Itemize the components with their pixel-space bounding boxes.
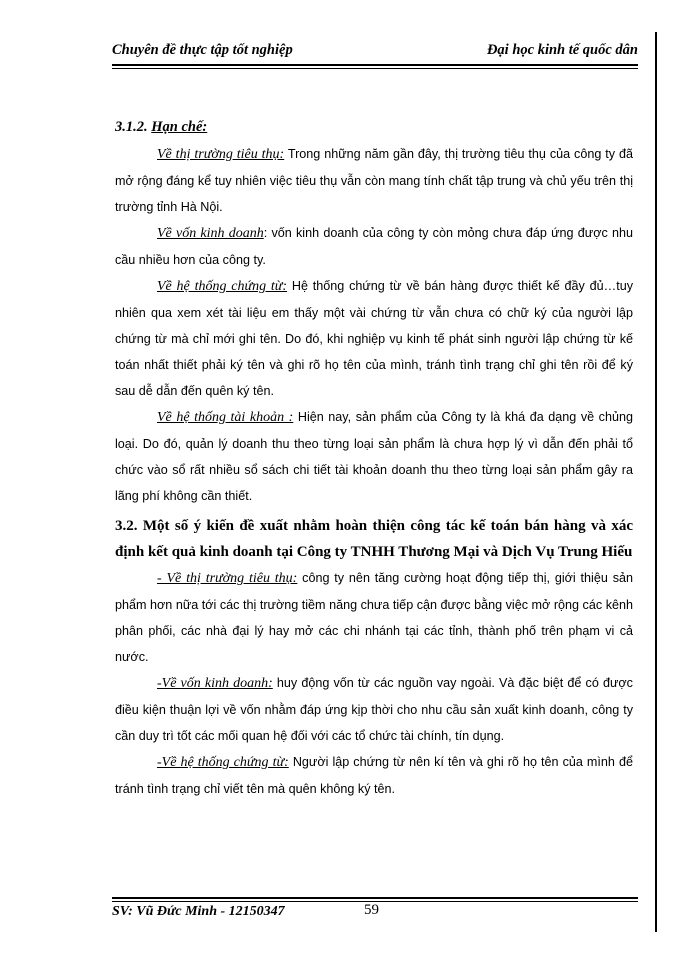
- page-number: 59: [364, 902, 379, 918]
- paragraph-label: Về hệ thống tài khoản :: [157, 410, 294, 425]
- paragraph-label: -Về hệ thống chứng từ:: [157, 755, 289, 770]
- proposal-vouchers-paragraph: [115, 749, 633, 802]
- section-312-title: Hạn chế:: [151, 119, 208, 135]
- paragraph-label: Về thị trường tiêu thụ:: [157, 147, 285, 162]
- section-32-heading: 3.2. Một số ý kiến đề xuất nhằm hoàn thiện công tác kế toán bán hàng và xác định kết quả kinh doanh tại Công ty TNHH Thương Mại và Dịch Vụ Trung Hiếu: [115, 518, 633, 560]
- paragraph-text: : vốn kinh doanh của công ty còn mỏng chưa đáp ứng được nhu cầu nhiều hơn của công ty.: [115, 226, 633, 267]
- paragraph-label: - Về thị trường tiêu thụ:: [157, 571, 298, 586]
- section-312-heading: [115, 115, 633, 139]
- footer-author: SV: Vũ Đức Minh - 12150347: [112, 904, 285, 919]
- proposal-market-paragraph: [115, 565, 633, 670]
- limitation-vouchers-paragraph: [115, 273, 633, 404]
- header-university: Đại học kinh tế quốc dân: [486, 42, 638, 58]
- paragraph-text: công ty nên tăng cường hoạt động tiếp thị, giới thiệu sản phẩm hơn nữa tới các thị trường tiềm năng chưa tiếp cận được bằng việc mở rộng các kênh phân phối, các nhà đại lý hay mở các chi nhánh tại các tỉnh, thành phố trên phạm vi cả nước.: [115, 571, 633, 664]
- limitation-accounts-paragraph: [115, 404, 633, 509]
- paragraph-text: huy động vốn từ các nguồn vay ngoài. Và đặc biệt để có được điều kiện thuận lợi về vốn nhằm đáp ứng kịp thời cho nhu cầu sản xuất kinh doanh, công ty cần duy trì tốt các mối quan hệ đối với các tổ chức tài chính, tín dụng.: [115, 676, 633, 743]
- paragraph-text: Hệ thống chứng từ về bán hàng được thiết kế đầy đủ…tuy nhiên qua xem xét tài liệu em thấy một vài chứng từ vẫn chưa có chữ ký của người lập chứng từ mà chỉ mới ghi tên. Do đó, khi nghiệp vụ kinh tế phát sinh người lập chứng từ kế toán nhất thiết phải ký tên và ghi rõ họ tên của mình, tránh tình trạng chỉ ghi tên rồi để ký sau dễ dẫn đến quên ký tên.: [115, 279, 633, 398]
- proposal-capital-paragraph: [115, 670, 633, 749]
- page-body: [115, 115, 633, 802]
- page-header: [112, 40, 638, 64]
- paragraph-label: -Về vốn kinh doanh:: [157, 676, 273, 691]
- header-rule: [112, 64, 638, 66]
- paragraph-label: Về vốn kinh doanh: [157, 226, 264, 241]
- header-rule-thin: [112, 68, 638, 69]
- header-report-title: Chuyên đề thực tập tốt nghiệp: [112, 42, 293, 58]
- limitation-market-paragraph: [115, 141, 633, 220]
- footer-rule: [112, 897, 638, 899]
- limitation-capital-paragraph: [115, 220, 633, 273]
- paragraph-text: Trong những năm gần đây, thị trường tiêu thụ của công ty đã mở rộng đáng kể tuy nhiên việc tiêu thụ vẫn còn mang tính chất tập trung và chủ yếu trên thị trường tỉnh Hà Nội.: [115, 147, 633, 214]
- paragraph-text: Hiện nay, sản phẩm của Công ty là khá đa dạng về chủng loại. Do đó, quản lý doanh thu theo từng loại sản phẩm là chưa hợp lý vì dẫn đến phải tổ chức vào sổ rất nhiều sổ sách chi tiết tài khoản doanh thu theo từng loại sản phẩm gây ra lãng phí không cần thiết.: [115, 410, 633, 503]
- paragraph-text: Người lập chứng từ nên kí tên và ghi rõ họ tên của mình để tránh tình trạng chỉ viết tên mà quên không ký tên.: [115, 755, 633, 796]
- paragraph-label: Về hệ thống chứng từ:: [157, 279, 288, 294]
- section-312-number: 3.1.2.: [115, 119, 148, 135]
